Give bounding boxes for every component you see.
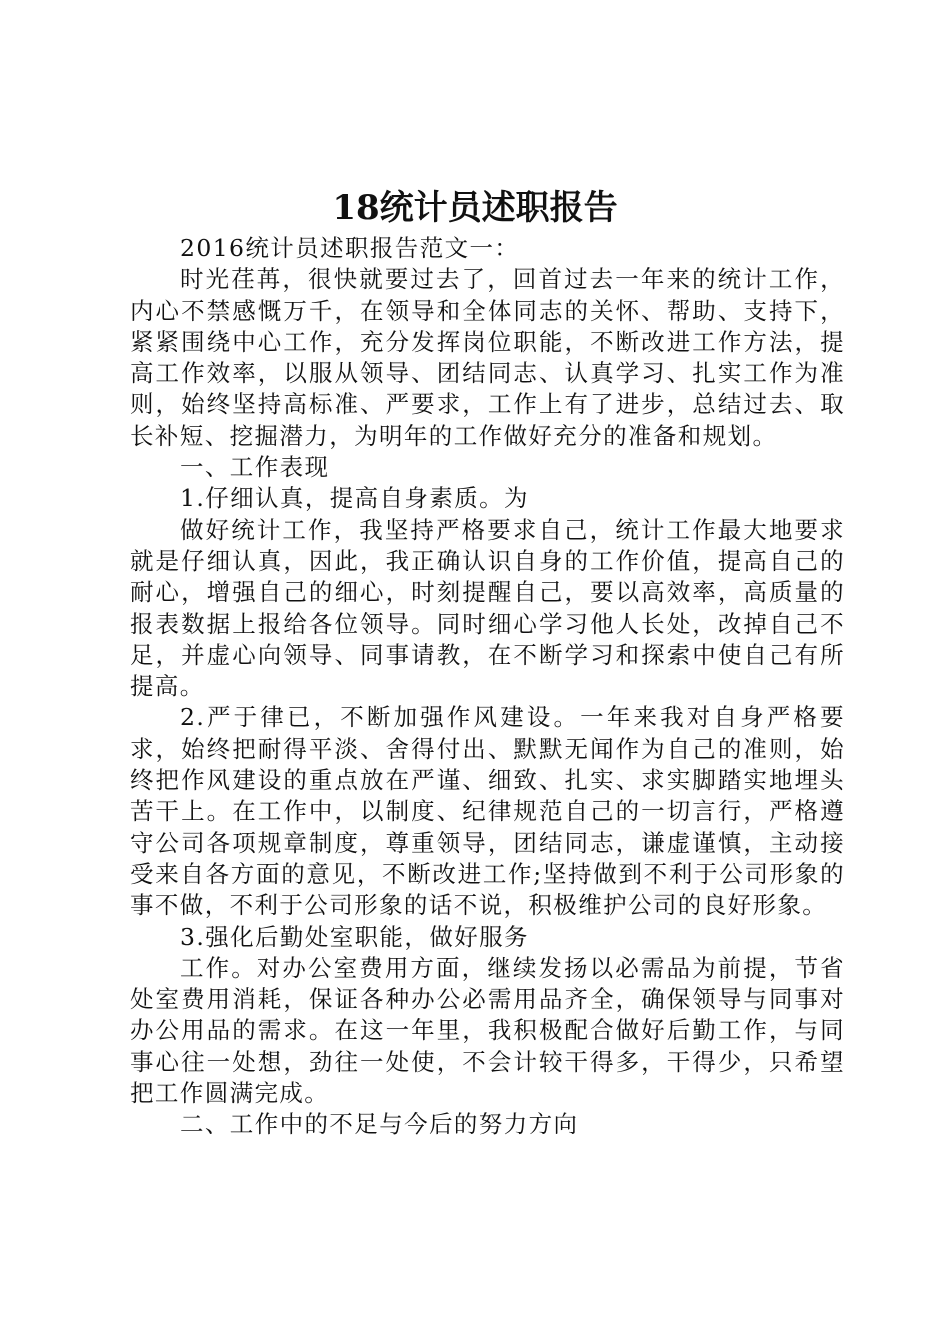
- section-heading-work-performance: 一、工作表现: [180, 453, 330, 482]
- paragraph-opening: 时光荏苒，很快就要过去了，回首过去一年来的统计工作，内心不禁感慨万千，在领导和全体同志的关怀、帮助、支持下，紧紧围绕中心工作，充分发挥岗位职能，不断改进工作方法，提高工作效率，以服从领导、团结同志、认真学习、扎实工作为准则，始终坚持高标准、严要求，工作上有了进步，总结过去、取长补短、挖掘潜力，为明年的工作做好充分的准备和规划。: [130, 265, 845, 450]
- item-heading-1: 1.仔细认真，提高自身素质。为: [180, 484, 529, 513]
- section-heading-shortcomings: 二、工作中的不足与今后的努力方向: [180, 1110, 579, 1139]
- intro-line: 2016统计员述职报告范文一：: [180, 234, 520, 262]
- item-heading-3: 3.强化后勤处室职能，做好服务: [180, 922, 529, 951]
- paragraph-item-1: 做好统计工作，我坚持严格要求自己，统计工作最大地要求就是仔细认真，因此，我正确认识自身的工作价值，提高自己的耐心，增强自己的细心，时刻提醒自己，要以高效率，高质量的报表数据上报给各位领导。同时细心学习他人长处，改掉自己不足，并虚心向领导、同事请教，在不断学习和探索中使自己有所提高。: [130, 515, 845, 701]
- document-body: [130, 233, 845, 1141]
- paragraph-item-2: 2.严于律已，不断加强作风建设。一年来我对自身严格要求，始终把耐得平淡、舍得付出、默默无闻作为自己的准则，始终把作风建设的重点放在严谨、细致、扎实、求实脚踏实地埋头苦干上。在工作中，以制度、纪律规范自己的一切言行，严格遵守公司各项规章制度，尊重领导，团结同志，谦虚谨慎，主动接受来自各方面的意见，不断改进工作;坚持做到不利于公司形象的事不做，不利于公司形象的话不说，积极维护公司的良好形象。: [130, 703, 845, 920]
- paragraph-item-3: 工作。对办公室费用方面，继续发扬以必需品为前提，节省处室费用消耗，保证各种办公必需用品齐全，确保领导与同事对办公用品的需求。在这一年里，我积极配合做好后勤工作，与同事心往一处想，劲往一处使，不会计较干得多，干得少，只希望把工作圆满完成。: [130, 953, 845, 1108]
- document-title: 18统计员述职报告: [332, 188, 618, 228]
